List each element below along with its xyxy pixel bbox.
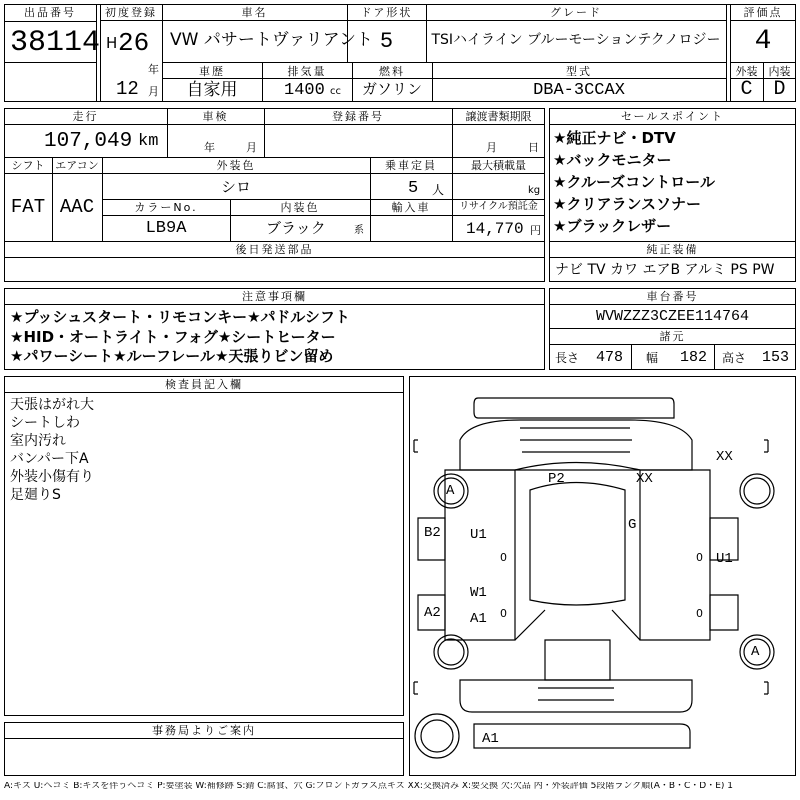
sales-point-item: ★クルーズコントロール — [553, 173, 715, 191]
model-label: 型式 — [566, 65, 592, 78]
fuel: ガソリン — [361, 80, 422, 98]
rear-pillars — [515, 610, 640, 640]
transfer-day-unit: 日 — [528, 141, 539, 154]
width: 182 — [680, 349, 708, 366]
first-reg-label: 初度登録 — [105, 6, 157, 19]
reg-month: 12 — [116, 78, 139, 100]
transfer-label: 譲渡書類期限 — [465, 110, 532, 123]
sales-point-item: ★クリアランスソナー — [553, 195, 701, 213]
mileage: 107,049 — [44, 130, 133, 153]
width-label: 幅 — [646, 351, 659, 365]
fuel-label: 燃料 — [379, 65, 405, 78]
inspector-label: 検査員記入欄 — [165, 378, 243, 391]
diagram-mark: XX — [716, 449, 733, 465]
diagram-mark: A — [446, 483, 455, 499]
import-label: 輸入車 — [391, 201, 431, 214]
int-color-label: 内装色 — [280, 201, 320, 214]
bracket-mark — [764, 682, 768, 694]
right-rear-door — [710, 595, 738, 630]
trunk-lines — [538, 688, 614, 700]
sales-points-label: セールスポイント — [620, 110, 724, 123]
seats-unit: 人 — [432, 183, 445, 197]
score: 4 — [754, 26, 772, 57]
length-label: 長さ — [555, 351, 580, 365]
insp-year-unit: 年 — [204, 141, 215, 154]
notes-label: 注意事項欄 — [242, 290, 307, 303]
office-label: 事務局よりご案内 — [152, 724, 256, 737]
chassis-number: WVWZZZ3CZEE114764 — [595, 308, 750, 325]
diagram-mark: B2 — [424, 525, 441, 541]
diagram-mark: U1 — [470, 527, 487, 543]
model: DBA-3CCAX — [533, 81, 625, 100]
grade: TSIハイライン ブルーモーションテクノロジー — [431, 32, 721, 48]
inspector-line: 天張はがれ大 — [10, 397, 94, 413]
sales-point-item: ★バックモニター — [553, 151, 672, 169]
diagram-mark: A — [751, 644, 760, 660]
sales-point-item: ★純正ナビ・DTV — [553, 129, 676, 147]
height-label: 高さ — [722, 351, 747, 365]
recycle-unit: 円 — [530, 224, 541, 237]
mileage-label: 走行 — [72, 110, 99, 123]
diagram-mark: A1 — [482, 731, 499, 747]
inspector-line: シートしわ — [10, 415, 80, 431]
diagram-mark: U1 — [716, 551, 733, 567]
front-bumper-shape — [474, 398, 674, 418]
year-unit: 年 — [148, 63, 159, 76]
grade-label: グレード — [550, 6, 602, 19]
displacement-label: 排気量 — [287, 65, 327, 78]
displacement: 1400 — [284, 81, 325, 100]
max-load-unit: kg — [528, 185, 541, 196]
bracket-mark — [414, 682, 418, 694]
score-label: 評価点 — [743, 6, 783, 19]
rear-bumper-shape — [460, 680, 692, 712]
doors-label: ドア形状 — [360, 6, 413, 19]
diagram-mark: 0 — [500, 607, 507, 620]
bracket-mark — [764, 440, 768, 452]
max-load-label: 最大積載量 — [471, 159, 526, 172]
note-line: ★HID・オートライト・フォグ★シートヒーター — [10, 328, 336, 346]
color-no-label: カラーNo. — [134, 201, 198, 214]
rear-window-shape — [545, 640, 610, 680]
mileage-unit: km — [138, 132, 159, 151]
lot-no-label: 出品番号 — [24, 6, 76, 19]
bottom-panel — [474, 724, 690, 748]
legend: A:キズ U:ヘコミ B:キズを伴うヘコミ P:要塗装 W:補修跡 S:錆 C:腐食、穴 G:フロントガラス点キズ XX:交換済み X:要交換 欠:欠品 内・外装評価 5段階ランク順(A・B・C・D・E) 1 — [4, 782, 734, 791]
inspector-line: バンパー下A — [10, 451, 89, 467]
reg-year: 26 — [118, 28, 150, 58]
parts-label: 後日発送部品 — [235, 243, 314, 256]
bracket-mark — [414, 440, 418, 452]
recycle-amount: 14,770 — [466, 220, 524, 238]
ext-color: シロ — [220, 178, 251, 196]
height: 153 — [762, 349, 790, 366]
ext-color-label: 外装色 — [216, 159, 256, 172]
aircon: AAC — [59, 196, 95, 218]
shift-label: シフト — [11, 159, 45, 172]
diagram-mark: 0 — [696, 551, 703, 564]
int-grade: D — [773, 78, 786, 101]
roof-shape — [530, 483, 625, 606]
seats-label: 乗車定員 — [385, 159, 437, 172]
diagram-mark: 0 — [500, 551, 507, 564]
diagram-mark: W1 — [470, 585, 487, 601]
ext-grade: C — [740, 78, 753, 101]
doors: 5 — [379, 29, 394, 54]
front-right-tire — [740, 474, 774, 508]
diagram-mark: XX — [636, 471, 653, 487]
shift: FAT — [10, 196, 46, 218]
insp-month-unit: 月 — [246, 141, 257, 154]
note-line: ★プッシュスタート・リモコンキー★パドルシフト — [10, 308, 350, 326]
displacement-unit: cc — [330, 86, 341, 97]
color-no: LB9A — [145, 219, 187, 238]
int-grade-label: 内装 — [768, 65, 791, 78]
inspection-label: 車検 — [202, 110, 229, 123]
transfer-month-unit: 月 — [486, 141, 497, 154]
car-name-label: 車名 — [241, 6, 268, 19]
diagram-mark: G — [628, 517, 637, 533]
diagram-mark: A1 — [470, 611, 487, 627]
diagram-mark: P2 — [548, 471, 565, 487]
reg-no-label: 登録番号 — [332, 110, 384, 123]
note-line: ★パワーシート★ルーフレール★天張りビン留め — [10, 347, 334, 365]
month-unit: 月 — [148, 85, 159, 98]
grille-lines — [520, 428, 632, 452]
equipment-label: 純正装備 — [646, 243, 699, 256]
chassis-label: 車台番号 — [646, 290, 699, 303]
era: H — [106, 34, 118, 52]
recycle-label: リサイクル預託金 — [459, 201, 538, 212]
ext-grade-label: 外装 — [735, 65, 758, 78]
car-name: VW パサートヴァリアント — [170, 30, 373, 50]
diagram-mark: A2 — [424, 605, 441, 621]
equipment: ナビ TV カワ エアB アルミ PS PW — [555, 262, 775, 278]
history: 自家用 — [186, 80, 238, 100]
aircon-label: エアコン — [55, 159, 99, 172]
inspector-line: 外装小傷有り — [10, 469, 94, 485]
history-label: 車歴 — [199, 65, 225, 78]
int-color: ブラック — [266, 219, 326, 237]
seats: 5 — [408, 179, 419, 198]
inspector-line: 室内汚れ — [10, 433, 66, 449]
diagram-mark: 0 — [696, 607, 703, 620]
lot-no: 38114 — [10, 26, 101, 60]
spec-label: 諸元 — [659, 330, 686, 343]
windshield-top — [515, 463, 640, 471]
inspector-line: 足廻りS — [10, 487, 61, 503]
length: 478 — [596, 349, 624, 366]
sales-point-item: ★ブラックレザー — [553, 217, 672, 235]
int-color-suffix: 系 — [354, 225, 364, 236]
